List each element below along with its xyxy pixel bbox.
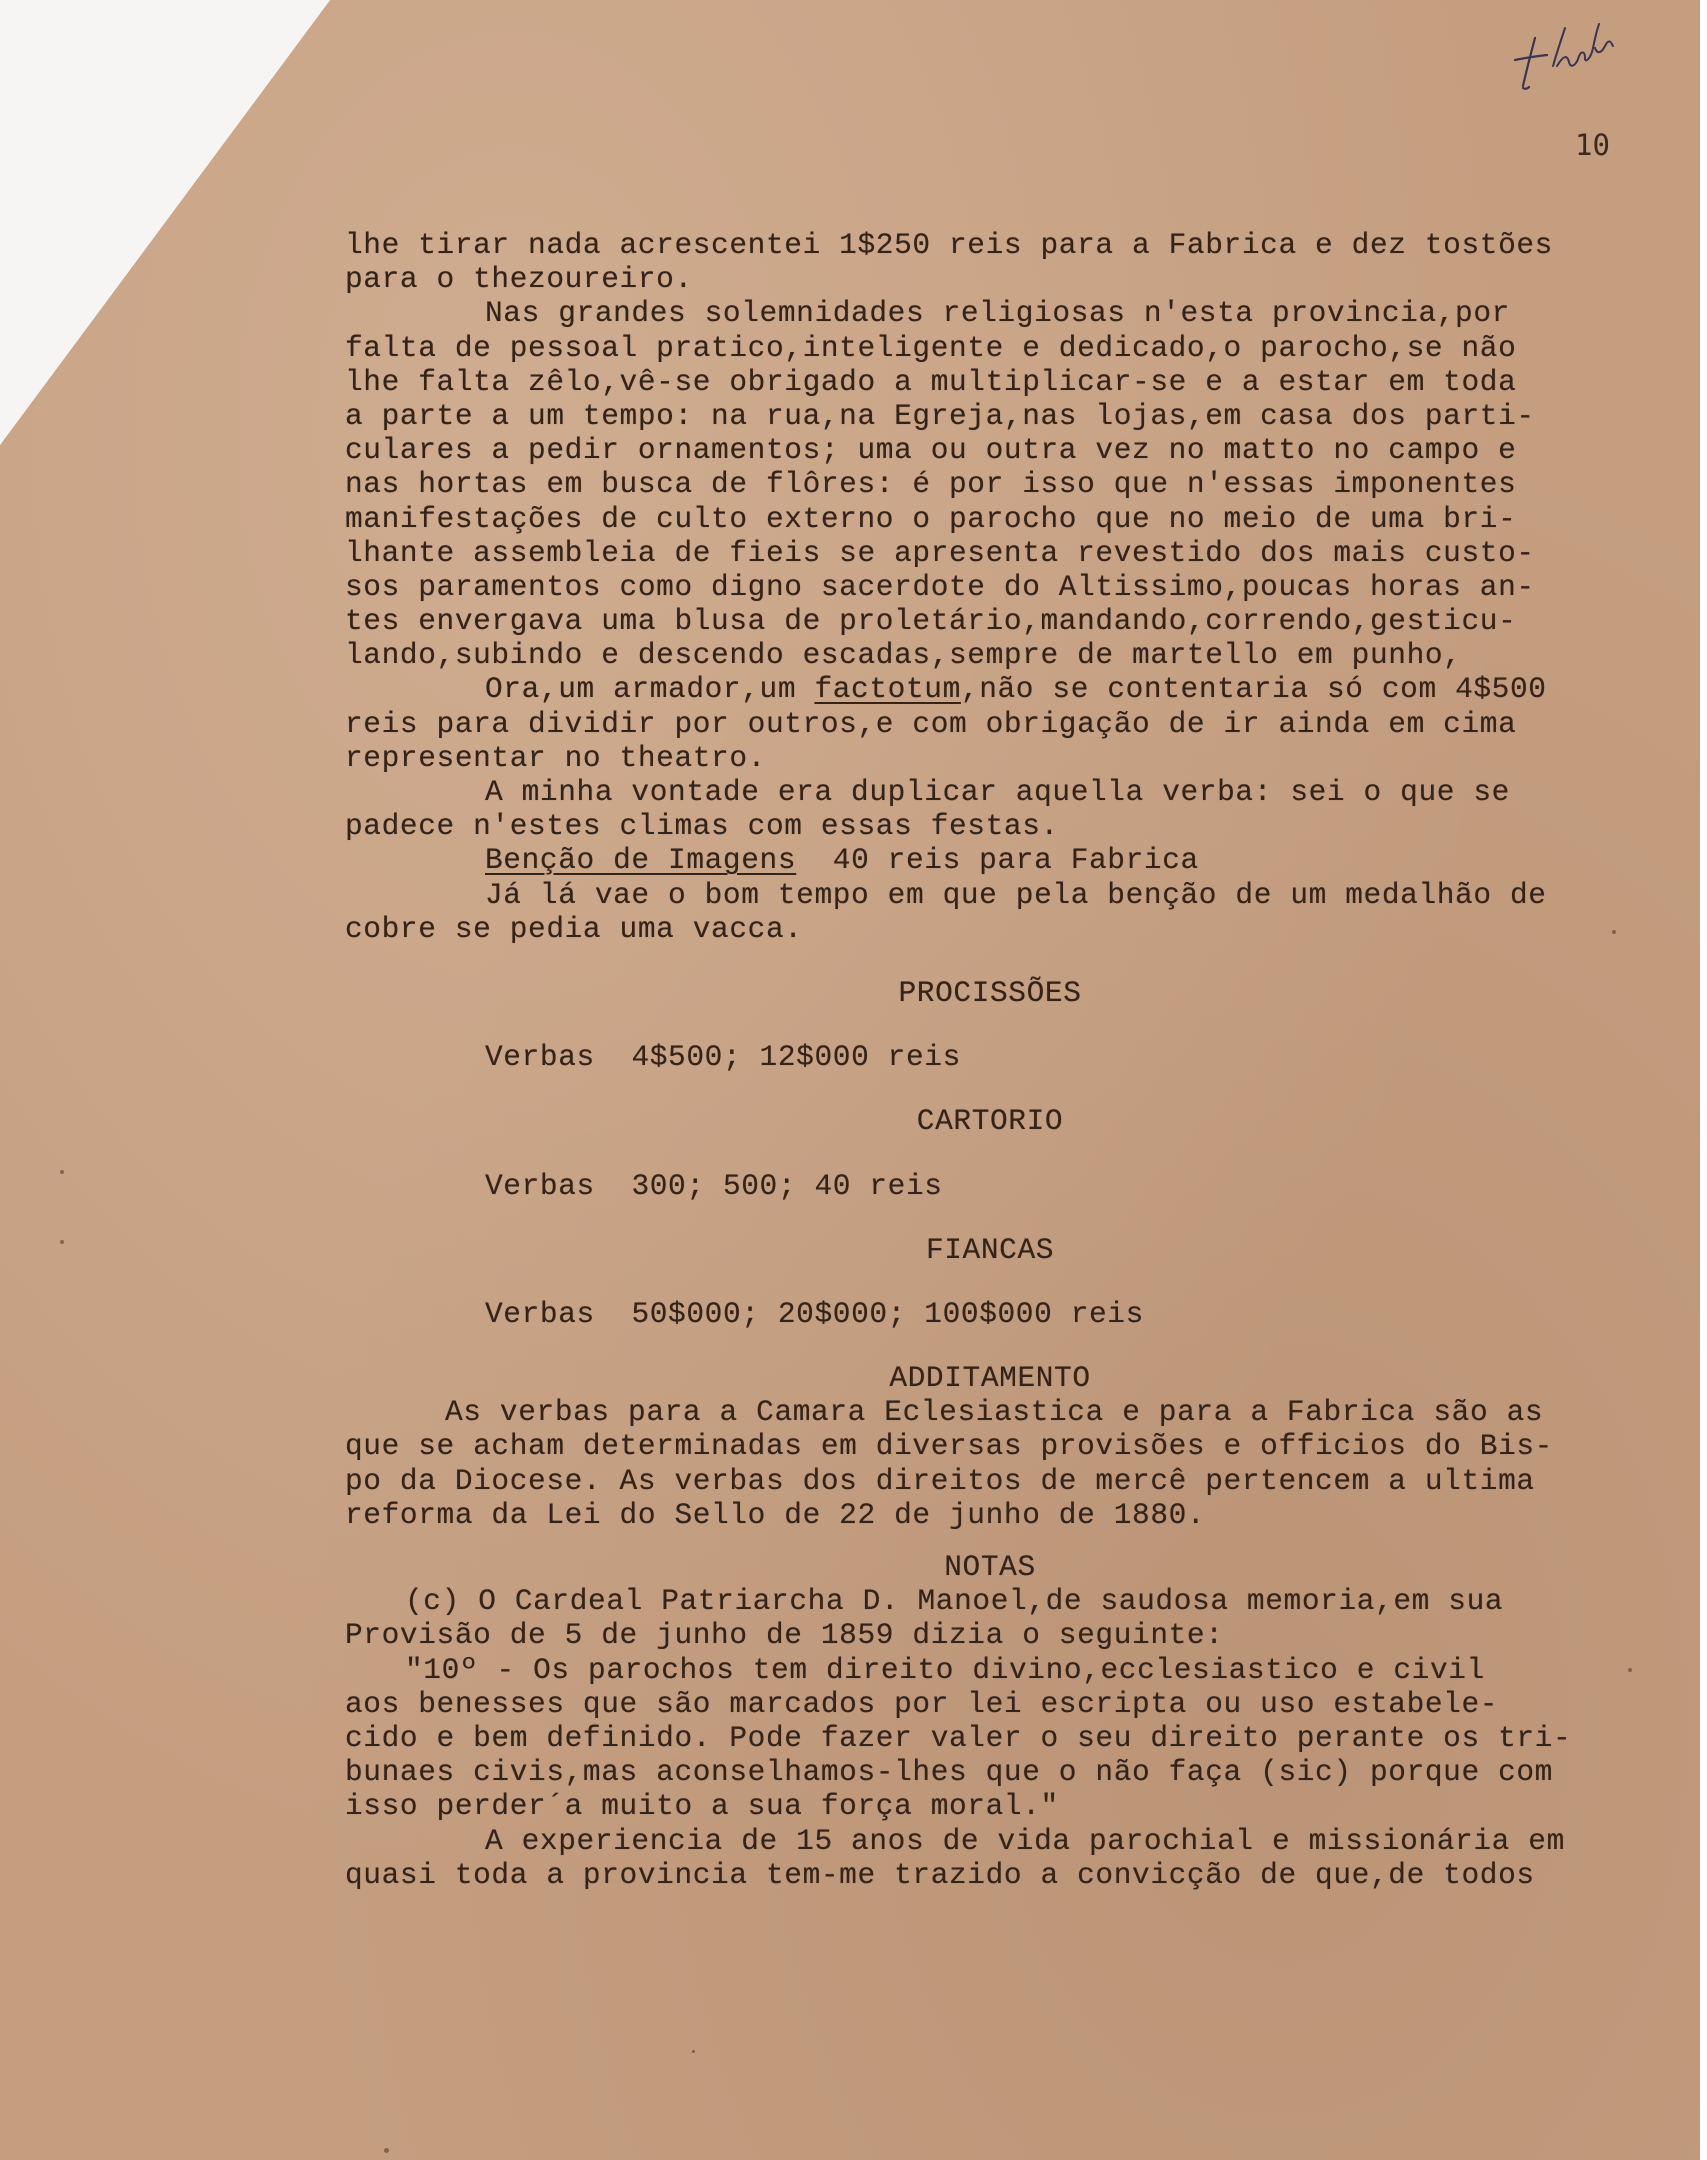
verba-values: 300; 500; 40 reis — [631, 1168, 943, 1203]
text-line: a parte a um tempo: na rua,na Egreja,nas lojas,em casa dos parti- — [345, 398, 1535, 433]
text-line: isso perder´a muito a sua força moral." — [345, 1789, 1059, 1824]
text-line — [345, 843, 1675, 877]
paper-speck — [60, 1170, 64, 1174]
verba-values: 50$000; 20$000; 100$000 reis — [631, 1296, 1144, 1331]
text-line: cido e bem definido. Pode fazer valer o seu direito perante os tri- — [345, 1720, 1572, 1755]
text-line: nas hortas em busca de flôres: é por isso que n'essas imponentes — [345, 467, 1517, 502]
text-line: As verbas para a Camara Eclesiastica e para a Fabrica são as — [445, 1395, 1544, 1430]
paper-speck — [1612, 930, 1616, 934]
text-line: lhe tirar nada acrescentei 1$250 reis para a Fabrica e dez tostões — [345, 228, 1553, 262]
text-line: representar no theatro. — [345, 740, 766, 775]
paper-speck — [384, 2148, 389, 2153]
underlined-heading: Benção de Imagens — [485, 843, 797, 878]
text-line: bunaes civis,mas aconselhamos-lhes que o não faça (sic) porque com — [345, 1755, 1553, 1790]
text-line: quasi toda a provincia tem-me trazido a convicção de que,de todos — [345, 1857, 1535, 1892]
text-line: padece n'estes climas com essas festas. — [345, 809, 1059, 844]
verba-line — [345, 1297, 1675, 1331]
text-line: A minha vontade era duplicar aquella verba: sei o que se — [485, 775, 1510, 809]
text-line: Nas grandes solemnidades religiosas n'esta provincia,por — [485, 296, 1510, 331]
verba-label: Verbas — [485, 1296, 595, 1331]
text-line: tes envergava uma blusa de proletário,mandando,correndo,gesticu- — [345, 604, 1517, 639]
text-line — [345, 672, 1675, 706]
handwritten-signature — [1505, 8, 1645, 98]
text-line: reforma da Lei do Sello de 22 de junho de 1880. — [345, 1497, 1206, 1532]
section-title: NOTAS — [944, 1550, 1036, 1584]
verba-line — [345, 1169, 1675, 1203]
text-line: manifestações de culto externo o parocho que no meio de uma bri- — [345, 501, 1517, 536]
page-number: 10 — [1575, 128, 1610, 162]
verba-label: Verbas — [485, 1168, 595, 1203]
text-line: cobre se pedia uma vacca. — [345, 911, 803, 946]
text-line: lhe falta zêlo,vê-se obrigado a multiplicar-se e a estar em toda — [345, 364, 1517, 399]
text-fragment: Ora,um armador,um — [485, 672, 815, 707]
verba-label: Verbas — [485, 1040, 595, 1075]
paper-speck — [60, 1240, 64, 1244]
verba-values: 4$500; 12$000 reis — [631, 1040, 961, 1075]
text-line: falta de pessoal pratico,inteligente e dedicado,o parocho,se não — [345, 330, 1517, 365]
text-line: Já lá vae o bom tempo em que pela benção de um medalhão de — [485, 877, 1547, 912]
section-title: FIANCAS — [925, 1232, 1055, 1267]
text-line: "10º - Os parochos tem direito divino,ecclesiastico e civil — [405, 1652, 1485, 1687]
text-line: lando,subindo e descendo escadas,sempre de martello em punho, — [345, 638, 1462, 673]
text-line: que se acham determinadas em diversas provisões e officios do Bis- — [345, 1429, 1553, 1464]
text-line: aos benesses que são marcados por lei escripta ou uso estabele- — [345, 1686, 1499, 1721]
text-line: culares a pedir ornamentos; uma ou outra vez no matto no campo e — [345, 433, 1517, 468]
section-title: PROCISSÕES — [898, 975, 1082, 1010]
text-line: po da Diocese. As verbas dos direitos de mercê pertencem a ultima — [345, 1463, 1535, 1498]
document-body — [345, 228, 1675, 1892]
section-title: CARTORIO — [916, 1104, 1064, 1139]
text-fragment: 40 reis para Fabrica — [796, 843, 1199, 878]
text-line: A experiencia de 15 anos de vida parochial e missionária em — [485, 1823, 1565, 1858]
text-line: para o thezoureiro. — [345, 262, 693, 297]
text-line: (c) O Cardeal Patriarcha D. Manoel,de saudosa memoria,em sua — [405, 1584, 1504, 1619]
section-title: ADDITAMENTO — [889, 1361, 1091, 1396]
text-fragment: ,não se contentaria só com 4$500 — [960, 672, 1547, 707]
text-line: reis para dividir por outros,e com obrigação de ir ainda em cima — [345, 706, 1517, 741]
text-line: Provisão de 5 de junho de 1859 dizia o seguinte: — [345, 1618, 1224, 1653]
paper-speck — [692, 2050, 695, 2053]
underlined-word: factotum — [814, 672, 961, 707]
text-line: lhante assembleia de fieis se apresenta revestido dos mais custo- — [345, 535, 1535, 570]
verba-line — [345, 1040, 1675, 1074]
paper-speck — [1628, 1668, 1632, 1672]
text-line: sos paramentos como digno sacerdote do Altissimo,poucas horas an- — [345, 569, 1535, 604]
